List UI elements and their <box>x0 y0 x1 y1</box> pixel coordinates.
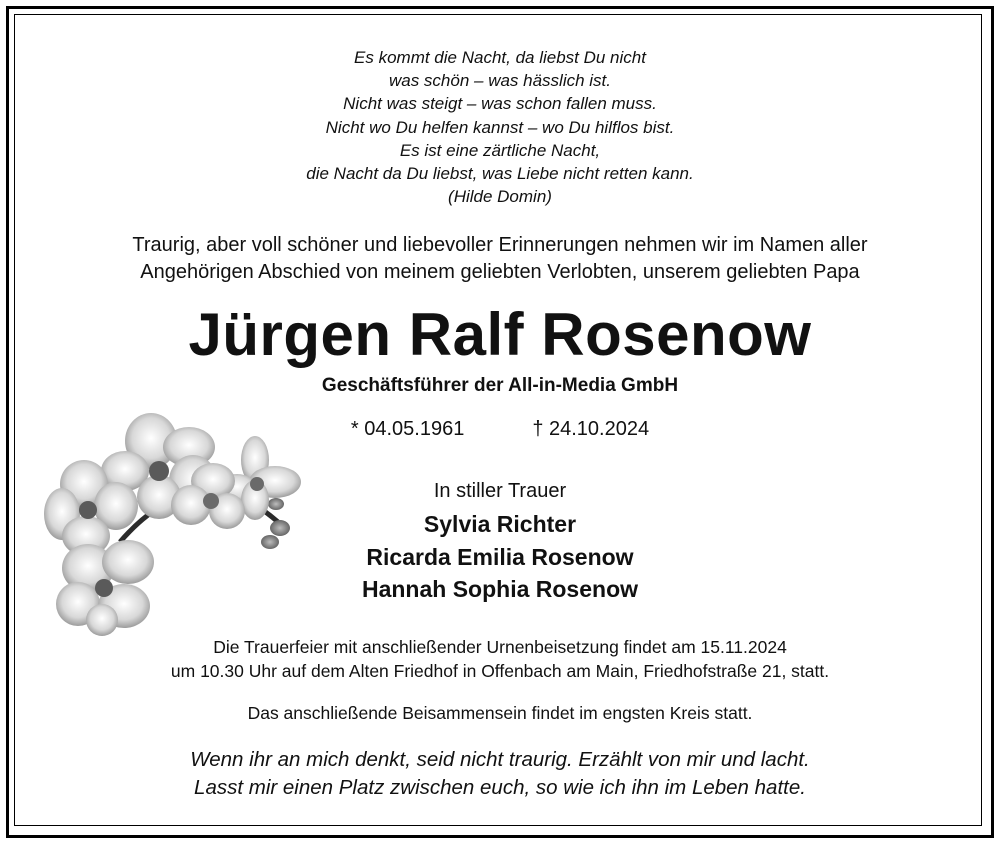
death-date: † 24.10.2024 <box>532 418 650 440</box>
closing-line: Lasst mir einen Platz zwischen euch, so wie ich ihn im Leben hatte. <box>194 776 806 799</box>
poem <box>0 46 1000 208</box>
deceased-name: Jürgen Ralf Rosenow <box>188 301 812 368</box>
closing-quote <box>0 746 1000 802</box>
poem-author: (Hilde Domin) <box>448 187 552 207</box>
deceased-role: Geschäftsführer der All-in-Media GmbH <box>321 375 679 396</box>
poem-line: Nicht wo Du helfen kannst – wo Du hilflos bist. <box>325 117 675 137</box>
gathering-info: Das anschließende Beisammensein findet im engsten Kreis statt. <box>247 703 753 723</box>
intro-text <box>0 232 1000 286</box>
closing-line: Wenn ihr an mich denkt, seid nicht traurig. Erzählt von mir und lacht. <box>190 748 810 771</box>
birth-date: * 04.05.1961 <box>350 418 465 440</box>
mourner-name: Hannah Sophia Rosenow <box>361 576 639 602</box>
poem-line: Nicht was steigt – was schon fallen muss. <box>343 94 657 114</box>
mourner-name: Ricarda Emilia Rosenow <box>366 543 634 570</box>
ceremony-line: Die Trauerfeier mit anschließender Urnenbeisetzung findet am 15.11.2024 <box>213 637 787 657</box>
mourning-label: In stiller Trauer <box>433 480 567 502</box>
poem-line: Es ist eine zärtliche Nacht, <box>399 140 601 160</box>
poem-line: die Nacht da Du liebst, was Liebe nicht retten kann. <box>306 164 694 184</box>
mourner-name: Sylvia Richter <box>423 511 577 537</box>
poem-line: Es kommt die Nacht, da liebst Du nicht <box>354 48 646 67</box>
intro-line: Traurig, aber voll schöner und liebevoller Erinnerungen nehmen wir im Namen aller <box>132 234 868 256</box>
poem-line: was schön – was hässlich ist. <box>388 71 612 91</box>
ceremony-info <box>0 636 1000 683</box>
mourner-list <box>0 508 1000 606</box>
intro-line: Angehörigen Abschied von meinem geliebten Verlobten, unserem geliebten Papa <box>140 261 860 283</box>
ceremony-line: um 10.30 Uhr auf dem Alten Friedhof in Offenbach am Main, Friedhofstraße 21, statt. <box>170 660 830 681</box>
